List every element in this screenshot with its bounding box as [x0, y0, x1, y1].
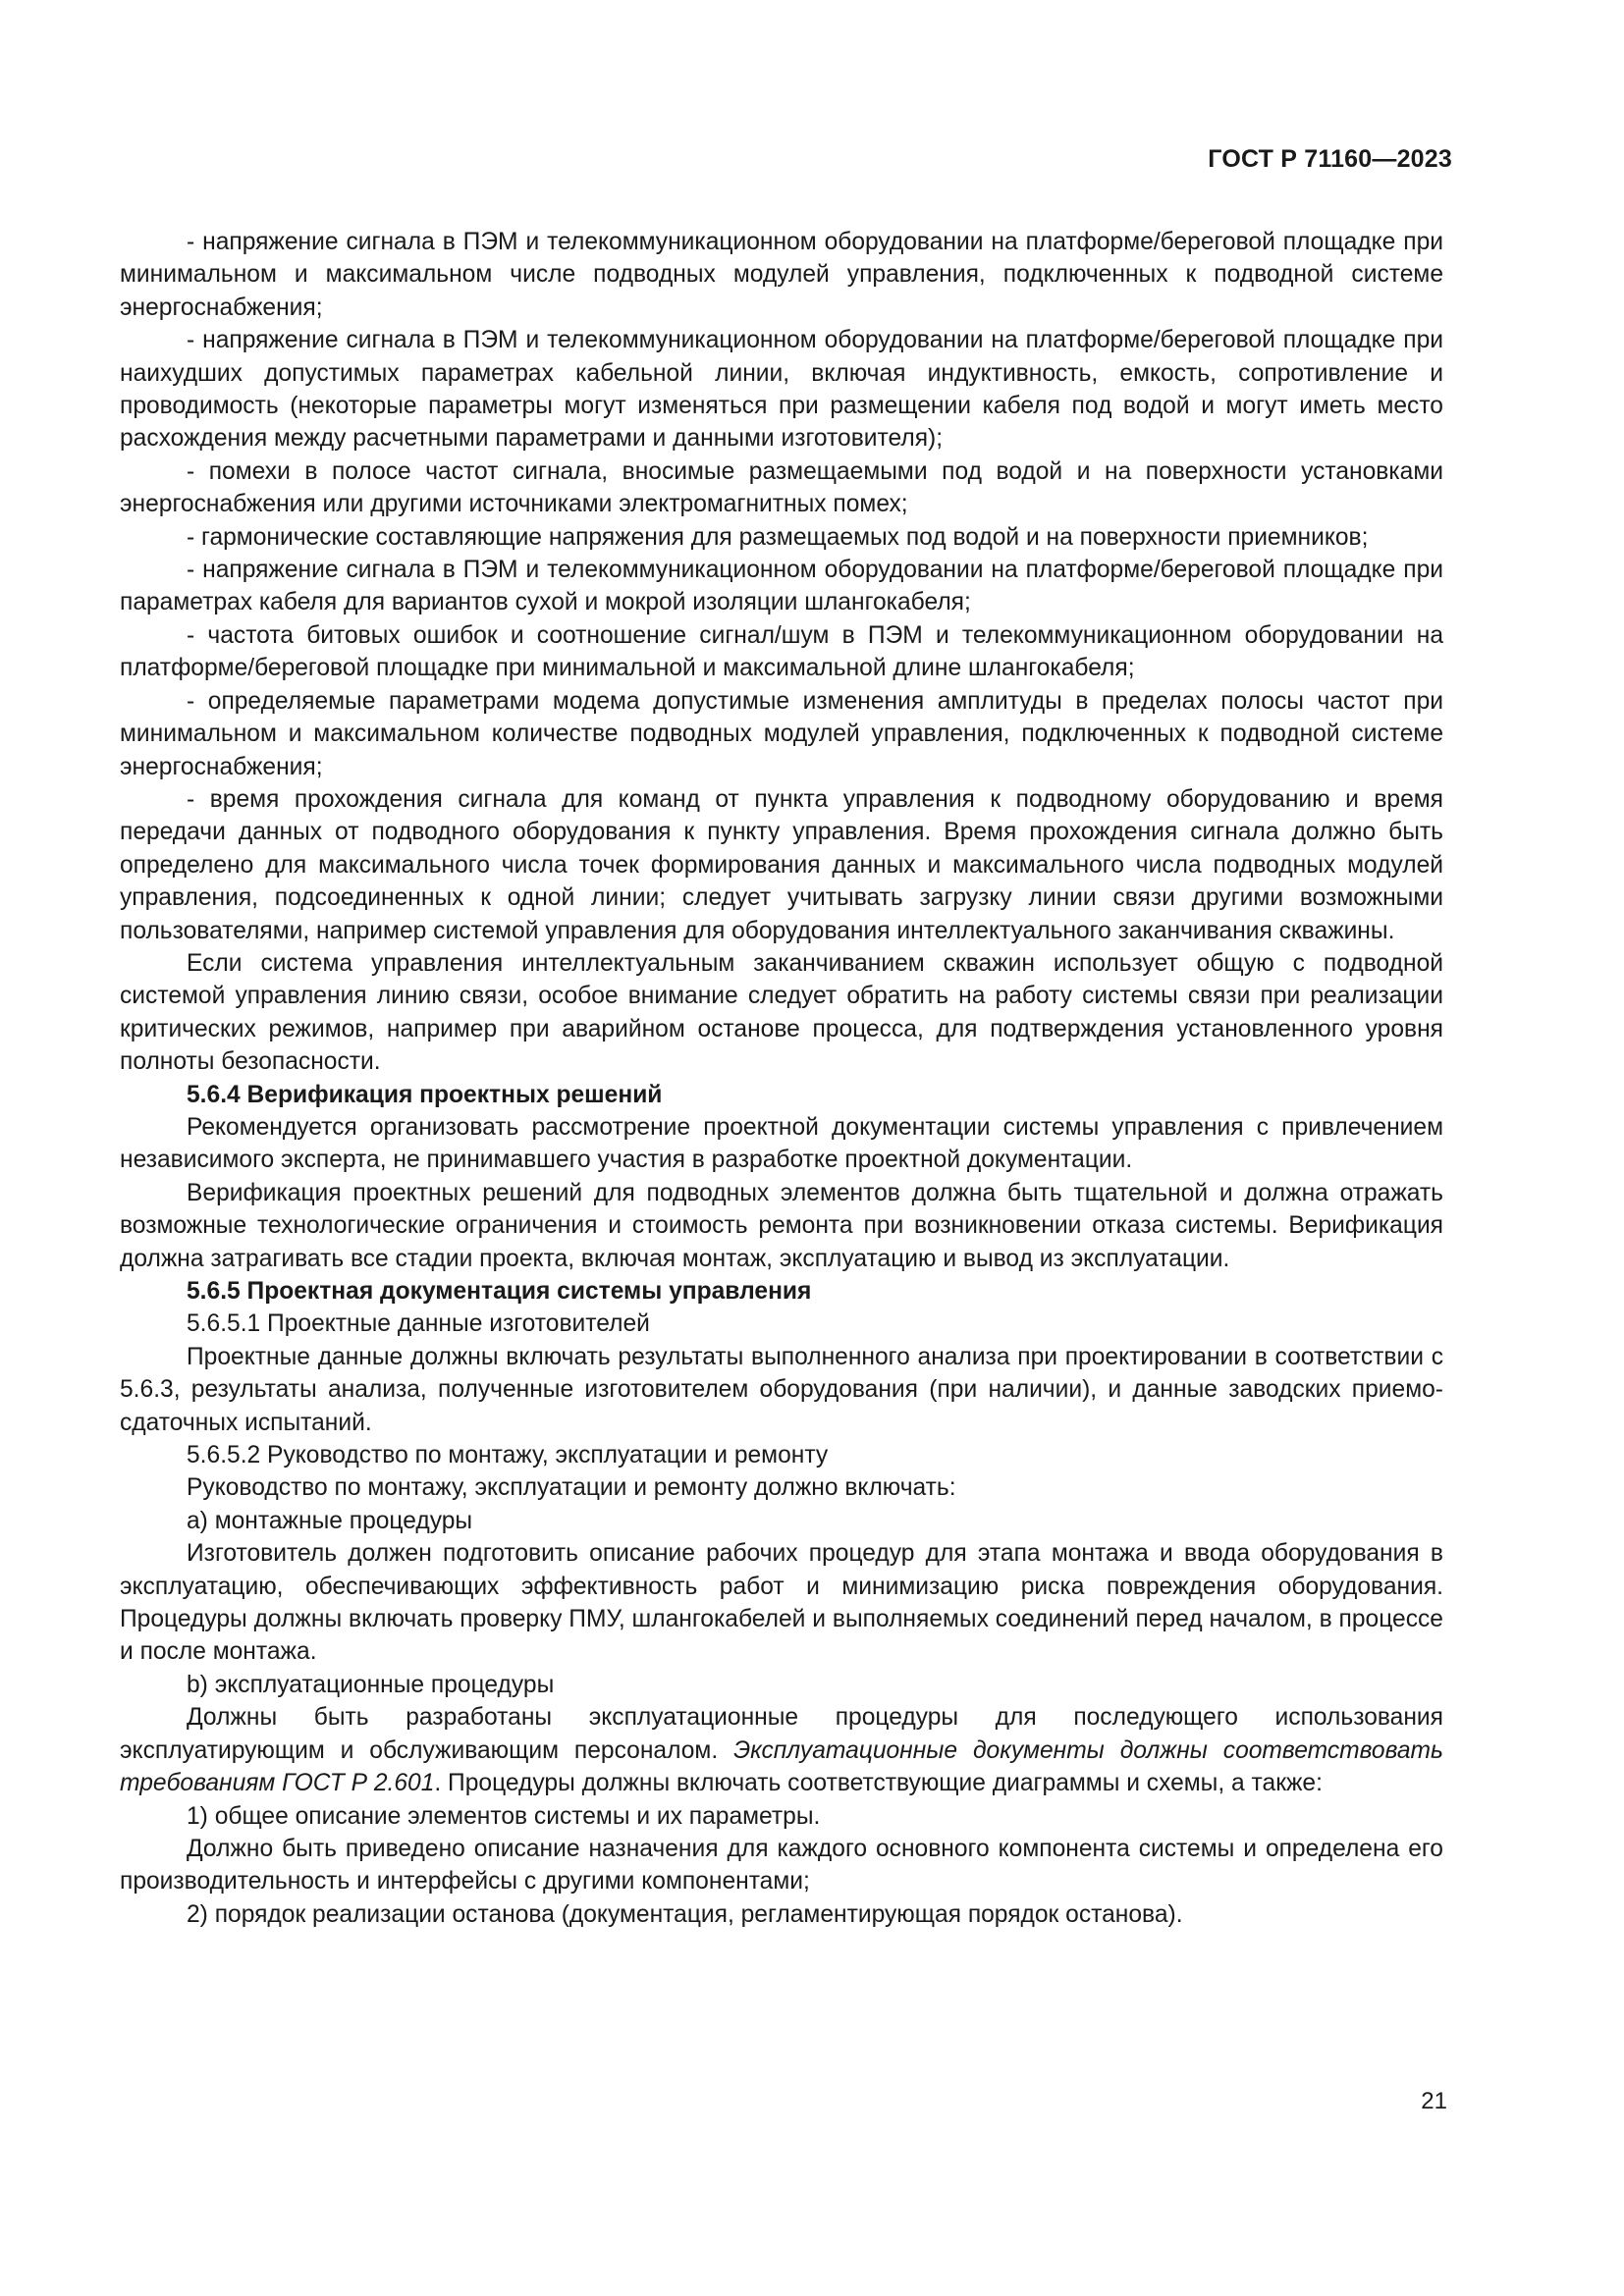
paragraph-text-after: . Процедуры должны включать соответствующие диаграммы и схемы, а также: [434, 1770, 1323, 1797]
page-number: 21 [1421, 2088, 1447, 2114]
paragraph-with-italic [120, 1701, 1443, 1799]
paragraph: Рекомендуется организовать рассмотрение проектной документации системы управления с привлечением независимого эксперта, не принимавшего участия в разработке проектной документации. [120, 1113, 1443, 1174]
paragraph: Изготовитель должен подготовить описание рабочих процедур для этапа монтажа и ввода оборудования в эксплуатацию, обеспечивающих эффективность работ и минимизацию риска повреждения оборудования. Процедуры должны включать проверку ПМУ, шлангокабелей и выполняемых соединений перед началом, в процессе и после монтажа. [120, 1540, 1443, 1666]
list-item: 1) общее описание элементов системы и их параметры. [187, 1802, 821, 1830]
list-item: a) монтажные процедуры [187, 1507, 473, 1534]
paragraph: - напряжение сигнала в ПЭМ и телекоммуникационном оборудовании на платформе/береговой площадке при наихудших допустимых параметрах кабельной линии, включая индуктивность, емкость, сопротивление и проводимость (некоторые параметры могут изменяться при размещении кабеля под водой и могут иметь место расхождения между расчетными параметрами и данными изготовителя); [120, 327, 1443, 453]
paragraph: Если система управления интеллектуальным заканчиванием скважин использует общую с подводной системой управления линию связи, особое внимание следует обратить на работу системы связи при реализации критических режимов, например при аварийном останове процесса, для подтверждения установленного уровня полноты безопасности. [120, 949, 1443, 1076]
section-heading: 5.6.4 Верификация проектных решений [187, 1081, 663, 1108]
section-heading: 5.6.5 Проектная документация системы управления [187, 1278, 812, 1305]
list-item: b) эксплуатационные процедуры [187, 1671, 555, 1698]
document-body [120, 226, 1443, 1931]
paragraph: Руководство по монтажу, эксплуатации и ремонту должно включать: [187, 1474, 956, 1502]
list-item: 2) порядок реализации останова (документация, регламентирующая порядок останова). [187, 1900, 1183, 1928]
subsection-title: 5.6.5.2 Руководство по монтажу, эксплуатации и ремонту [187, 1442, 829, 1469]
paragraph: - гармонические составляющие напряжения для размещаемых под водой и на поверхности приемников; [187, 523, 1369, 551]
paragraph: - частота битовых ошибок и соотношение сигнал/шум в ПЭМ и телекоммуникационном оборудовании на платформе/береговой площадке при минимальной и максимальной длине шлангокабеля; [120, 621, 1443, 682]
paragraph: - напряжение сигнала в ПЭМ и телекоммуникационном оборудовании на платформе/береговой площадке при параметрах кабеля для вариантов сухой и мокрой изоляции шлангокабеля; [120, 557, 1443, 616]
paragraph-text: Должны быть разработаны эксплуатационные процедуры для последующего использования эксплуатирующим и обслуживающим персоналом. [120, 1704, 1443, 1764]
paragraph: - напряжение сигнала в ПЭМ и телекоммуникационном оборудовании на платформе/береговой площадке при минимальном и максимальном числе подводных модулей управления, подключенных к подводной системе энергоснабжения; [120, 229, 1443, 321]
subsection-title: 5.6.5.1 Проектные данные изготовителей [187, 1310, 650, 1338]
document-header: ГОСТ Р 71160—2023 [1208, 145, 1452, 173]
paragraph: - помехи в полосе частот сигнала, вносимые размещаемыми под водой и на поверхности установками энергоснабжения или другими источниками электромагнитных помех; [120, 457, 1443, 518]
italic-requirement: Эксплуатационные документы должны соответствовать требованиям ГОСТ Р 2.601 [120, 1736, 1443, 1797]
paragraph: - определяемые параметрами модема допустимые изменения амплитуды в пределах полосы частот при минимальном и максимальном количестве подводных модулей управления, подключенных к подводной системе энергоснабжения; [120, 687, 1443, 780]
paragraph: - время прохождения сигнала для команд от пункта управления к подводному оборудованию и время передачи данных от подводного оборудования к пункту управления. Время прохождения сигнала должно быть определено для максимального числа точек формирования данных и максимального числа подводных модулей управления, подсоединенных к одной линии; следует учитывать загрузку линии связи другими возможными пользователями, например системой управления для оборудования интеллектуального заканчивания скважины. [120, 785, 1443, 944]
paragraph: Верификация проектных решений для подводных элементов должна быть тщательной и должна отражать возможные технологические ограничения и стоимость ремонта при возникновении отказа системы. Верификация должна затрагивать все стадии проекта, включая монтаж, эксплуатацию и вывод из эксплуатации. [120, 1179, 1443, 1272]
paragraph: Должно быть приведено описание назначения для каждого основного компонента системы и определена его производительность и интерфейсы с другими компонентами; [120, 1835, 1443, 1896]
paragraph: Проектные данные должны включать результаты выполненного анализа при проектировании в соответствии с 5.6.3, результаты анализа, полученные изготовителем оборудования (при наличии), и данные заводских приемо-сдаточных испытаний. [120, 1343, 1443, 1436]
